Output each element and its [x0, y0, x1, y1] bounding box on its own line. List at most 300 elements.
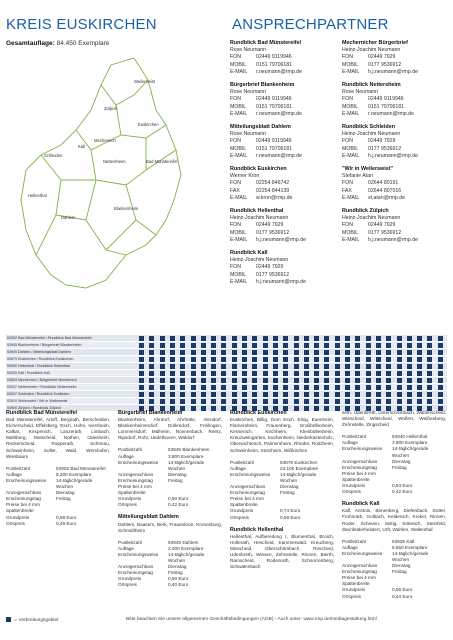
map-border-8 — [56, 180, 96, 220]
detail-row — [342, 446, 446, 458]
coverage-dot — [242, 378, 247, 383]
detail-value: 0,53 Euro — [392, 483, 413, 489]
contact-line — [230, 153, 338, 160]
coverage-dot — [345, 371, 350, 376]
detail-value: 14-täglich/gerade Wochen — [168, 459, 205, 471]
contact-line — [342, 62, 450, 69]
edition-column — [6, 410, 110, 527]
contact-person: Heinz-Joachim Neumann — [230, 215, 289, 222]
detail-value: 53940 Hellenthal — [392, 434, 428, 440]
footer — [6, 617, 447, 623]
contact-line — [230, 279, 338, 286]
detail-key: Anzeigenschluss — [342, 563, 378, 569]
detail-value: 0,58 Euro — [56, 514, 77, 520]
coverage-dot — [263, 343, 268, 348]
detail-key: Grundpreis — [118, 576, 142, 582]
contact-line-key: E-MAIL — [230, 152, 248, 159]
contact-card — [230, 166, 338, 202]
coverage-dot — [149, 350, 154, 355]
coverage-dot — [335, 371, 340, 376]
coverage-dot — [366, 350, 371, 355]
detail-key: Postleitzahl — [342, 538, 366, 544]
detail-key: Anzeigenschluss — [118, 564, 154, 570]
coverage-dot — [191, 399, 196, 404]
detail-key: Erscheinungsweise — [6, 477, 47, 483]
coverage-dot — [242, 392, 247, 397]
contact-line-value[interactable]: h.j.neumann@rmp.de — [368, 68, 418, 75]
table-row-label: 53947 Nettersheim / Rundblick Nettersheim — [7, 385, 77, 389]
map-label-mechernich: Mechernich — [94, 138, 116, 143]
coverage-dot — [160, 385, 165, 390]
contact-card — [342, 124, 450, 160]
contact-line — [342, 69, 450, 76]
edition-places: seth, Udenbreth, Unterschömbach, Wahlerscheid, Wiescheid, Wittscheid, Wolfert, Weißenberg, Zehnstelle, Zingscheid — [342, 410, 446, 428]
detail-key: Postleitzahl — [6, 465, 30, 471]
coverage-dot — [180, 399, 185, 404]
coverage-dot — [252, 357, 257, 362]
contact-line-key: FON — [230, 222, 241, 229]
coverage-dot — [438, 336, 443, 341]
page-title-left: KREIS EUSKIRCHEN — [6, 16, 157, 33]
contact-line — [342, 54, 450, 61]
coverage-dot — [273, 378, 278, 383]
table-row — [6, 391, 447, 398]
map-outline — [21, 58, 181, 288]
coverage-dot — [191, 378, 196, 383]
table-row-label: 53945 Blankenheim / Bürgerbrief Blankenheim — [7, 343, 82, 347]
contact-line — [230, 69, 338, 76]
coverage-dot — [232, 385, 237, 390]
contact-line-value[interactable]: r.neumann@rmp.de — [256, 110, 302, 117]
coverage-dot — [376, 378, 381, 383]
contact-line-value[interactable]: h.j.neumann@rmp.de — [368, 152, 418, 159]
edition-title: Mitteilungsblatt Dahlem — [118, 514, 179, 521]
contact-line-key: MOBIL — [342, 103, 359, 110]
edition-places: Kall, Anstois, Benenberg, Diefenbach, Dottel, Frohnrath, Golbach, Keldenich, Krekel, Rinnen, Roder, Scheven, Sistig, Sötenich, Steinfeld, Steinfelderheistert, Urft, Wahlen, Wallenthal — [342, 508, 446, 532]
table-row-dots — [139, 385, 445, 390]
coverage-dot — [294, 399, 299, 404]
table-row — [6, 349, 447, 356]
coverage-dot — [263, 371, 268, 376]
coverage-dot — [355, 371, 360, 376]
coverage-dot — [366, 371, 371, 376]
table-row — [6, 363, 447, 370]
coverage-dot — [273, 364, 278, 369]
detail-key: Erscheinungsweise — [118, 459, 159, 465]
contact-line-value[interactable]: w.kron@rmp.de — [256, 194, 293, 201]
contact-person: Rose Neumann — [230, 47, 267, 54]
coverage-dot — [170, 364, 175, 369]
coverage-dot — [170, 357, 175, 362]
detail-value: 14-täglich/gerade Wochen — [392, 550, 429, 562]
coverage-dot — [366, 364, 371, 369]
contact-line-value: 02449 9119946 — [256, 138, 292, 145]
contact-line-key: FON — [230, 138, 241, 145]
detail-value: 0,49 Euro — [56, 520, 77, 526]
coverage-dot — [273, 350, 278, 355]
coverage-dot — [170, 378, 175, 383]
coverage-dot — [211, 357, 216, 362]
coverage-dot — [438, 371, 443, 376]
coverage-dot — [232, 371, 237, 376]
detail-row — [118, 552, 222, 564]
coverage-dot — [407, 357, 412, 362]
contact-edition: Rundblick Kall — [230, 250, 268, 256]
contact-line — [342, 96, 450, 103]
contact-line-value[interactable]: h.j.neumann@rmp.de — [368, 236, 418, 243]
coverage-dot — [314, 343, 319, 348]
contact-line-value[interactable]: r.neumann@rmp.de — [256, 152, 302, 159]
coverage-dot — [427, 343, 432, 348]
coverage-dot — [139, 336, 144, 341]
coverage-dot — [386, 350, 391, 355]
contact-line-key: E-MAIL — [230, 194, 248, 201]
detail-key: Anzeigenschluss — [6, 490, 42, 496]
coverage-dot — [191, 392, 196, 397]
detail-key: Erscheinungstag — [118, 477, 153, 483]
detail-row — [230, 472, 334, 484]
coverage-dot — [139, 378, 144, 383]
coverage-dot — [283, 399, 288, 404]
coverage-dot — [345, 357, 350, 362]
coverage-dot — [232, 364, 237, 369]
table-row-label: 53949 Dahlem / Mitteilungsblatt Dahlem — [7, 350, 71, 354]
contact-line — [342, 146, 450, 153]
coverage-dot — [304, 385, 309, 390]
coverage-dot — [283, 357, 288, 362]
coverage-dot — [407, 392, 412, 397]
coverage-dot — [386, 385, 391, 390]
coverage-dot — [438, 399, 443, 404]
coverage-dot — [232, 392, 237, 397]
coverage-dot — [335, 385, 340, 390]
detail-value — [56, 502, 110, 514]
map-label-blankenheim: Blankenheim — [114, 206, 139, 211]
coverage-dot — [304, 371, 309, 376]
coverage-dot — [335, 336, 340, 341]
coverage-dot — [139, 392, 144, 397]
map-border-7 — [36, 180, 61, 255]
coverage-dot — [149, 399, 154, 404]
map-label-nettersheim: Nettersheim — [103, 159, 126, 164]
coverage-dot — [211, 343, 216, 348]
edition-column — [342, 410, 446, 600]
contact-card — [342, 82, 450, 118]
detail-row — [342, 489, 446, 495]
contact-line-key: FON — [342, 138, 353, 145]
edition-column — [118, 410, 222, 588]
detail-value: 3.800 Exemplare — [168, 453, 204, 459]
contact-edition: Bürgerbrief Blankenheim — [230, 82, 295, 88]
contact-line-value[interactable]: r.neumann@rmp.de — [368, 110, 414, 117]
contact-line-value: 0177 9536912 — [256, 229, 290, 236]
coverage-dot — [232, 350, 237, 355]
detail-key: Preise bei 4 mm Spaltenbreite — [6, 502, 40, 514]
detail-key: Preise bei 4 mm Spaltenbreite — [342, 575, 376, 587]
coverage-dot — [304, 399, 309, 404]
detail-value: 14-täglich/gerade Wochen — [168, 551, 205, 563]
contact-card — [230, 40, 338, 76]
edition-places: Dahlem, Baasem, Berk, Frauenkron, Kronenburg, Schmidtheim — [118, 521, 222, 533]
coverage-dot — [304, 392, 309, 397]
detail-key: Postleitzahl — [118, 447, 142, 453]
contact-line-value: 02449 7929 — [368, 138, 396, 145]
coverage-dot — [376, 392, 381, 397]
coverage-dot — [170, 371, 175, 376]
contact-card — [342, 208, 450, 244]
contact-line-value[interactable]: r.neumann@rmp.de — [256, 68, 302, 75]
edition-places: Blankenheim, Ahrdorf, Ahrhütte, Alendorf, Blankenheimerdorf, Dollendorf, Freilingen, Lommersdorf, Mülheim, Nonnenbach, Reetz, Ripsdorf, Rohr, Uedelhoven, Waldorf — [118, 417, 222, 441]
coverage-dot — [191, 371, 196, 376]
detail-value: 0,55 Euro — [392, 587, 413, 593]
coverage-dot — [191, 343, 196, 348]
coverage-dot — [397, 392, 402, 397]
contact-line-key: FAX — [230, 187, 240, 194]
contact-line-value[interactable]: h.j.neumann@rmp.de — [256, 278, 306, 285]
coverage-dot — [335, 364, 340, 369]
coverage-dot — [221, 378, 226, 383]
coverage-dot — [355, 378, 360, 383]
table-row — [6, 342, 447, 349]
coverage-dot — [232, 343, 237, 348]
coverage-dot — [252, 385, 257, 390]
contact-line-key: MOBIL — [230, 229, 247, 236]
coverage-dot — [252, 378, 257, 383]
contact-line-value: 02644 80191 — [368, 180, 399, 187]
district-map — [6, 50, 222, 322]
coverage-dot — [417, 378, 422, 383]
coverage-dot — [366, 357, 371, 362]
coverage-dot — [314, 399, 319, 404]
table-row — [6, 377, 447, 384]
coverage-dot — [324, 378, 329, 383]
coverage-dot — [417, 385, 422, 390]
contact-line-key: FON — [230, 96, 241, 103]
coverage-dot — [263, 336, 268, 341]
detail-value: Freitag — [392, 464, 407, 470]
detail-key: Ortspreis — [342, 593, 362, 599]
contact-line-key: MOBIL — [342, 61, 359, 68]
contact-line-value[interactable]: h.j.neumann@rmp.de — [256, 236, 306, 243]
coverage-dot — [386, 357, 391, 362]
coverage-dot — [376, 336, 381, 341]
detail-row — [118, 484, 222, 496]
coverage-dot — [263, 385, 268, 390]
coverage-dot — [366, 392, 371, 397]
coverage-dot — [139, 350, 144, 355]
coverage-dot — [221, 399, 226, 404]
detail-value: 53902 Bad Münstereifel — [56, 465, 106, 471]
coverage-dot — [324, 392, 329, 397]
coverage-dot — [263, 378, 268, 383]
coverage-dot — [324, 343, 329, 348]
detail-value: 53925 Kall — [392, 538, 415, 544]
detail-value: 0,42 Euro — [392, 489, 413, 495]
coverage-dot — [324, 364, 329, 369]
coverage-dot — [427, 364, 432, 369]
contact-line — [230, 188, 338, 195]
coverage-dot — [294, 371, 299, 376]
coverage-dot — [355, 350, 360, 355]
coverage-dot — [345, 385, 350, 390]
total-circulation — [6, 40, 109, 47]
table-row-label: 53937 Schleiden / Rundblick Schleiden — [7, 392, 70, 396]
detail-value: 53879 Euskirchen — [280, 459, 318, 465]
coverage-dot — [417, 343, 422, 348]
coverage-dot — [335, 350, 340, 355]
coverage-dot — [427, 371, 432, 376]
coverage-dot — [191, 364, 196, 369]
detail-key: Anzeigenschluss — [118, 471, 154, 477]
contacts-panel — [230, 40, 450, 320]
detail-key: Postleitzahl — [230, 459, 254, 465]
coverage-dot — [201, 399, 206, 404]
table-row-label: 53909 Zülpich / Rundblick Zülpich — [7, 406, 61, 410]
coverage-dot — [314, 392, 319, 397]
coverage-dot — [438, 343, 443, 348]
contact-line-key: MOBIL — [230, 271, 247, 278]
coverage-dot — [242, 399, 247, 404]
detail-row — [118, 502, 222, 508]
coverage-dot — [160, 350, 165, 355]
coverage-dot — [294, 364, 299, 369]
coverage-dot — [345, 364, 350, 369]
coverage-dot — [201, 392, 206, 397]
coverage-dot — [160, 357, 165, 362]
coverage-dot — [304, 357, 309, 362]
detail-value: 0,44 Euro — [392, 593, 413, 599]
detail-key: Erscheinungstag — [118, 570, 153, 576]
footer-legend: = Verbreitungsgebiet — [14, 617, 59, 623]
contact-line-value: 02254 844139 — [256, 187, 290, 194]
detail-value: 14-täglich/gerade Wochen — [280, 471, 317, 483]
coverage-dot — [221, 357, 226, 362]
coverage-dot — [376, 371, 381, 376]
detail-key: Auflage — [230, 465, 246, 471]
coverage-dot — [386, 364, 391, 369]
contact-line — [342, 222, 450, 229]
map-label-kall: Kall — [78, 144, 85, 149]
coverage-dot — [304, 350, 309, 355]
detail-value: 0,50 Euro — [168, 496, 189, 502]
coverage-dot — [386, 378, 391, 383]
detail-value: Dienstag — [168, 564, 187, 570]
detail-value: 8.200 Exemplare — [56, 471, 92, 477]
coverage-dot — [345, 343, 350, 348]
table-row-dots — [139, 336, 445, 341]
coverage-dot — [314, 371, 319, 376]
contact-line-value: 02449 7929 — [256, 264, 284, 271]
detail-value: 0,50 Euro — [168, 576, 189, 582]
detail-value: 0,74 Euro — [280, 508, 301, 514]
contact-edition: Rundblick Schleiden — [342, 124, 396, 130]
coverage-dot — [324, 357, 329, 362]
contact-line-key: FON — [230, 264, 241, 271]
detail-key: Ortspreis — [6, 520, 26, 526]
coverage-dot — [366, 343, 371, 348]
contact-line — [230, 222, 338, 229]
detail-row — [230, 515, 334, 521]
coverage-dot — [221, 343, 226, 348]
contact-edition: Rundblick Bad Münstereifel — [230, 40, 301, 46]
map-label-bad-muenstereifel: Bad Münstereifel — [146, 159, 178, 164]
table-row-dots — [139, 343, 445, 348]
detail-row — [6, 521, 110, 527]
coverage-dot — [324, 371, 329, 376]
detail-key: Preise bei 4 mm Spaltenbreite — [230, 496, 264, 508]
detail-key: Auflage — [342, 440, 358, 446]
contact-line-value[interactable]: st.atan@rmp.de — [368, 194, 405, 201]
coverage-dot — [407, 350, 412, 355]
contact-person: Rose Neumann — [230, 131, 267, 138]
contact-edition: Rundblick Euskirchen — [230, 166, 287, 172]
page-title-right: ANSPRECHPARTNER — [232, 16, 389, 33]
total-value: 84.450 Exemplare — [56, 40, 110, 47]
coverage-dot — [263, 364, 268, 369]
contact-person: Rose Neumann — [342, 89, 379, 96]
contact-edition: Rundblick Zülpich — [342, 208, 389, 214]
coverage-dot — [355, 385, 360, 390]
coverage-dot — [242, 336, 247, 341]
coverage-dot — [335, 357, 340, 362]
map-label-zuelpich: Zülpich — [104, 106, 118, 111]
coverage-dot — [170, 343, 175, 348]
coverage-dot — [180, 392, 185, 397]
legend-square-icon — [6, 617, 11, 622]
edition-column — [230, 410, 334, 576]
coverage-dot — [180, 385, 185, 390]
detail-key: Anzeigenschluss — [230, 484, 266, 490]
coverage-dot — [294, 357, 299, 362]
coverage-dot — [242, 371, 247, 376]
coverage-dot — [417, 392, 422, 397]
detail-value — [392, 471, 446, 483]
contact-line-value: 0177 9536912 — [368, 229, 402, 236]
coverage-dot — [170, 392, 175, 397]
coverage-dot — [160, 343, 165, 348]
coverage-dot — [160, 371, 165, 376]
coverage-dot — [355, 357, 360, 362]
detail-key: Auflage — [118, 453, 134, 459]
contact-edition: Mitteilungsblatt Dahlem — [230, 124, 291, 130]
contact-line-key: E-MAIL — [342, 110, 360, 117]
table-row — [6, 335, 447, 342]
contact-line — [230, 230, 338, 237]
coverage-dot — [438, 357, 443, 362]
detail-key: Erscheinungstag — [6, 496, 41, 502]
detail-row — [118, 582, 222, 588]
coverage-dot — [427, 392, 432, 397]
contact-line-value: 0177 9536912 — [368, 61, 402, 68]
edition-title: Bürgerbrief Blankenheim — [118, 410, 183, 416]
edition-title: Rundblick Bad Münstereifel — [6, 410, 77, 416]
coverage-dot — [407, 385, 412, 390]
coverage-dot — [438, 392, 443, 397]
coverage-dot — [438, 378, 443, 383]
coverage-dot — [180, 371, 185, 376]
contact-line-value: 0151 79706181 — [256, 61, 293, 68]
coverage-dot — [355, 364, 360, 369]
coverage-dot — [417, 364, 422, 369]
table-row-dots — [139, 378, 445, 383]
contact-edition: "Wir in Weilerswist" — [342, 166, 394, 172]
coverage-dot — [201, 385, 206, 390]
detail-key: Grundpreis — [230, 508, 254, 514]
detail-value: 14-täglich/gerade Wochen — [56, 477, 93, 490]
coverage-dot — [232, 378, 237, 383]
contact-line — [342, 195, 450, 202]
coverage-dot — [335, 392, 340, 397]
